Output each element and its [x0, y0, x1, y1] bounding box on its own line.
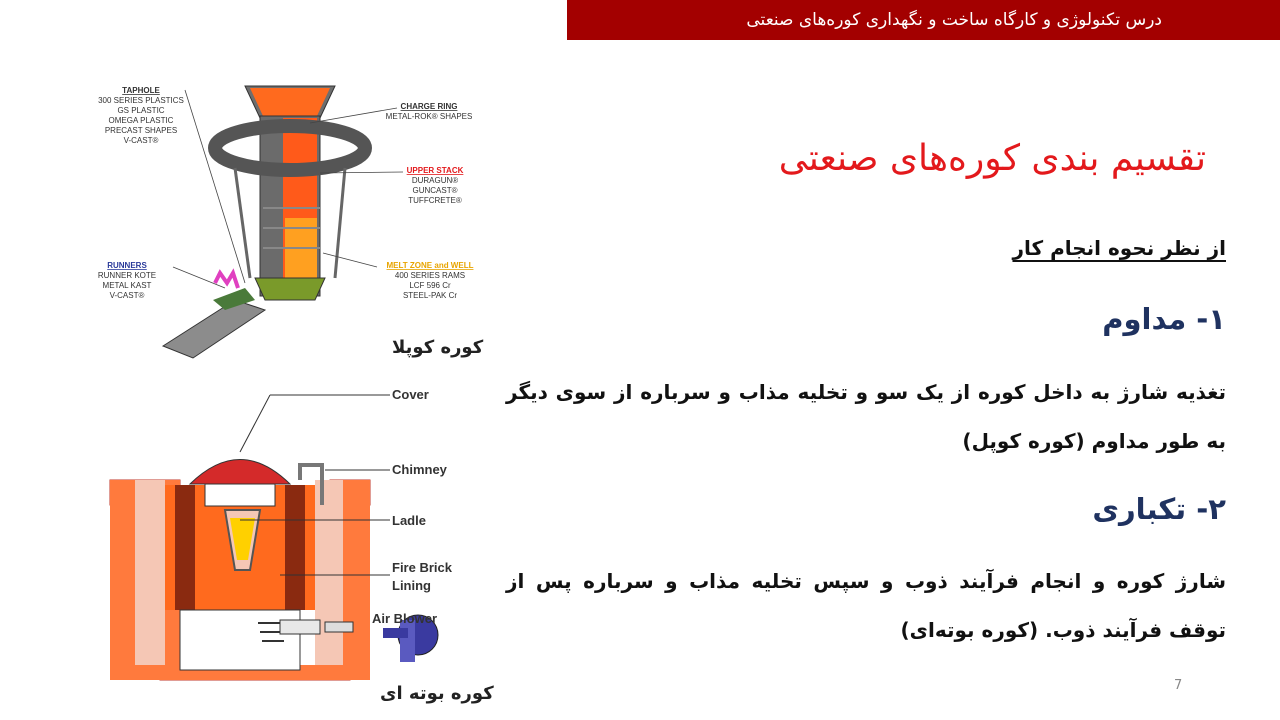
- label-runners-line: RUNNER KOTE: [97, 271, 157, 280]
- label-runners-line: V-CAST®: [109, 291, 145, 300]
- item-text-batch: شارژ کوره و انجام فرآیند ذوب و سپس تخلیه مذاب و سرباره پس از توقف فرآیند ذوب. (کوره بوته‌ای): [506, 569, 1226, 642]
- item-heading-continuous: ۱- مداوم: [1102, 302, 1226, 336]
- label-chimney: Chimney: [392, 462, 447, 477]
- label-taphole-line: 300 SERIES PLASTICS: [98, 96, 184, 105]
- label-air-blower: Air Blower: [372, 611, 438, 626]
- label-taphole-line: GS PLASTIC: [117, 106, 165, 115]
- header-bar: [567, 0, 1280, 40]
- label-cover: Cover: [392, 387, 429, 402]
- crucible-diagram: [100, 380, 470, 690]
- cupola-caption: کوره کوپلا: [392, 337, 484, 358]
- label-upper-line: TUFFCRETE®: [408, 196, 462, 205]
- label-upper-line: DURAGUN®: [411, 176, 459, 185]
- cupola-diagram: [85, 78, 485, 368]
- label-upper-line: GUNCAST®: [412, 186, 458, 195]
- label-taphole-line: V-CAST®: [123, 136, 159, 145]
- label-melt-line: 400 SERIES RAMS: [394, 271, 466, 280]
- label-runners-title: RUNNERS: [107, 261, 147, 270]
- slide-subtitle: از نظر نحوه انجام کار: [1012, 236, 1226, 260]
- label-firebrick: Fire Brick: [392, 560, 452, 575]
- label-taphole-line: PRECAST SHAPES: [104, 126, 178, 135]
- label-upper-title: UPPER STACK: [406, 166, 464, 175]
- course-title: درس تکنولوژی و کارگاه ساخت و نگهداری کوره‌های صنعتی: [746, 10, 1162, 30]
- label-melt-line: STEEL-PAK Cr: [402, 291, 458, 300]
- crucible-caption: کوره بوته ای: [380, 683, 494, 704]
- item-heading-batch: ۲- تکباری: [1092, 492, 1226, 526]
- label-lining: Lining: [392, 578, 431, 593]
- label-charge-line: METAL-ROK® SHAPES: [385, 112, 473, 121]
- label-runners-line: METAL KAST: [102, 281, 152, 290]
- item-text-continuous: تغذیه شارژ به داخل کوره از یک سو و تخلیه مذاب و سرباره از سوی دیگر به طور مداوم (کوره کوپل): [506, 380, 1226, 453]
- label-taphole-title: TAPHOLE: [122, 86, 160, 95]
- label-melt-line: LCF 596 Cr: [409, 281, 451, 290]
- label-ladle: Ladle: [392, 513, 426, 528]
- page-number: 7: [1174, 678, 1183, 693]
- slide-title: تقسیم بندی کوره‌های صنعتی: [778, 138, 1206, 179]
- label-melt-title: MELT ZONE and WELL: [386, 261, 474, 270]
- label-charge-title: CHARGE RING: [400, 102, 458, 111]
- label-taphole-line: OMEGA PLASTIC: [108, 116, 174, 125]
